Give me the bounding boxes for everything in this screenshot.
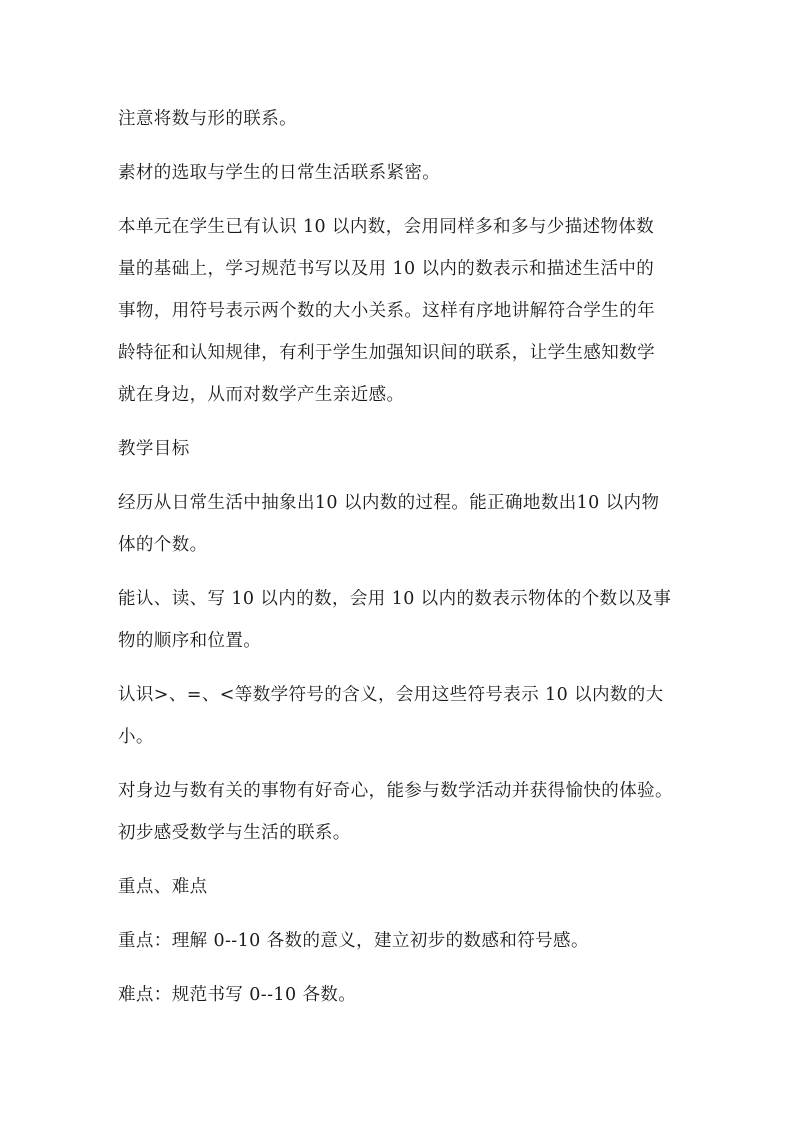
text-line-unit-intro-3: 事物，用符号表示两个数的大小关系。这样有序地讲解符合学生的年 xyxy=(118,301,655,321)
section-heading-teaching-goals: 教学目标 xyxy=(118,439,190,459)
text-line-goal-3b: 小。 xyxy=(118,727,154,747)
text-line-goal-1a: 经历从日常生活中抽象出10 以内数的过程。能正确地数出10 以内物 xyxy=(118,493,660,513)
section-heading-key-difficult-points: 重点、难点 xyxy=(118,877,208,897)
text-line-unit-intro-4: 龄特征和认知规律，有利于学生加强知识间的联系，让学生感知数学 xyxy=(118,343,655,363)
text-line-difficult-point: 难点：规范书写 0--10 各数。 xyxy=(118,985,357,1005)
text-line-unit-intro-5: 就在身边，从而对数学产生亲近感。 xyxy=(118,385,405,405)
text-line-goal-4a: 对身边与数有关的事物有好奇心，能参与数学活动并获得愉快的体验。 xyxy=(118,781,673,801)
text-line-goal-1b: 体的个数。 xyxy=(118,535,208,555)
text-line-unit-intro-1: 本单元在学生已有认识 10 以内数，会用同样多和多与少描述物体数 xyxy=(118,217,655,237)
text-line-goal-3a: 认识>、=、<等数学符号的含义，会用这些符号表示 10 以内数的大 xyxy=(118,685,664,705)
text-line-unit-intro-2: 量的基础上，学习规范书写以及用 10 以内的数表示和描述生活中的 xyxy=(118,259,655,279)
text-line-goal-4b: 初步感受数学与生活的联系。 xyxy=(118,823,351,843)
text-line-materials: 素材的选取与学生的日常生活联系紧密。 xyxy=(118,163,441,183)
text-line-goal-2b: 物的顺序和位置。 xyxy=(118,631,262,651)
text-line-goal-2a: 能认、读、写 10 以内的数，会用 10 以内的数表示物体的个数以及事 xyxy=(118,589,672,609)
text-line-key-point: 重点：理解 0--10 各数的意义，建立初步的数感和符号感。 xyxy=(118,931,589,951)
text-line-focus-number-shape: 注意将数与形的联系。 xyxy=(118,109,297,129)
